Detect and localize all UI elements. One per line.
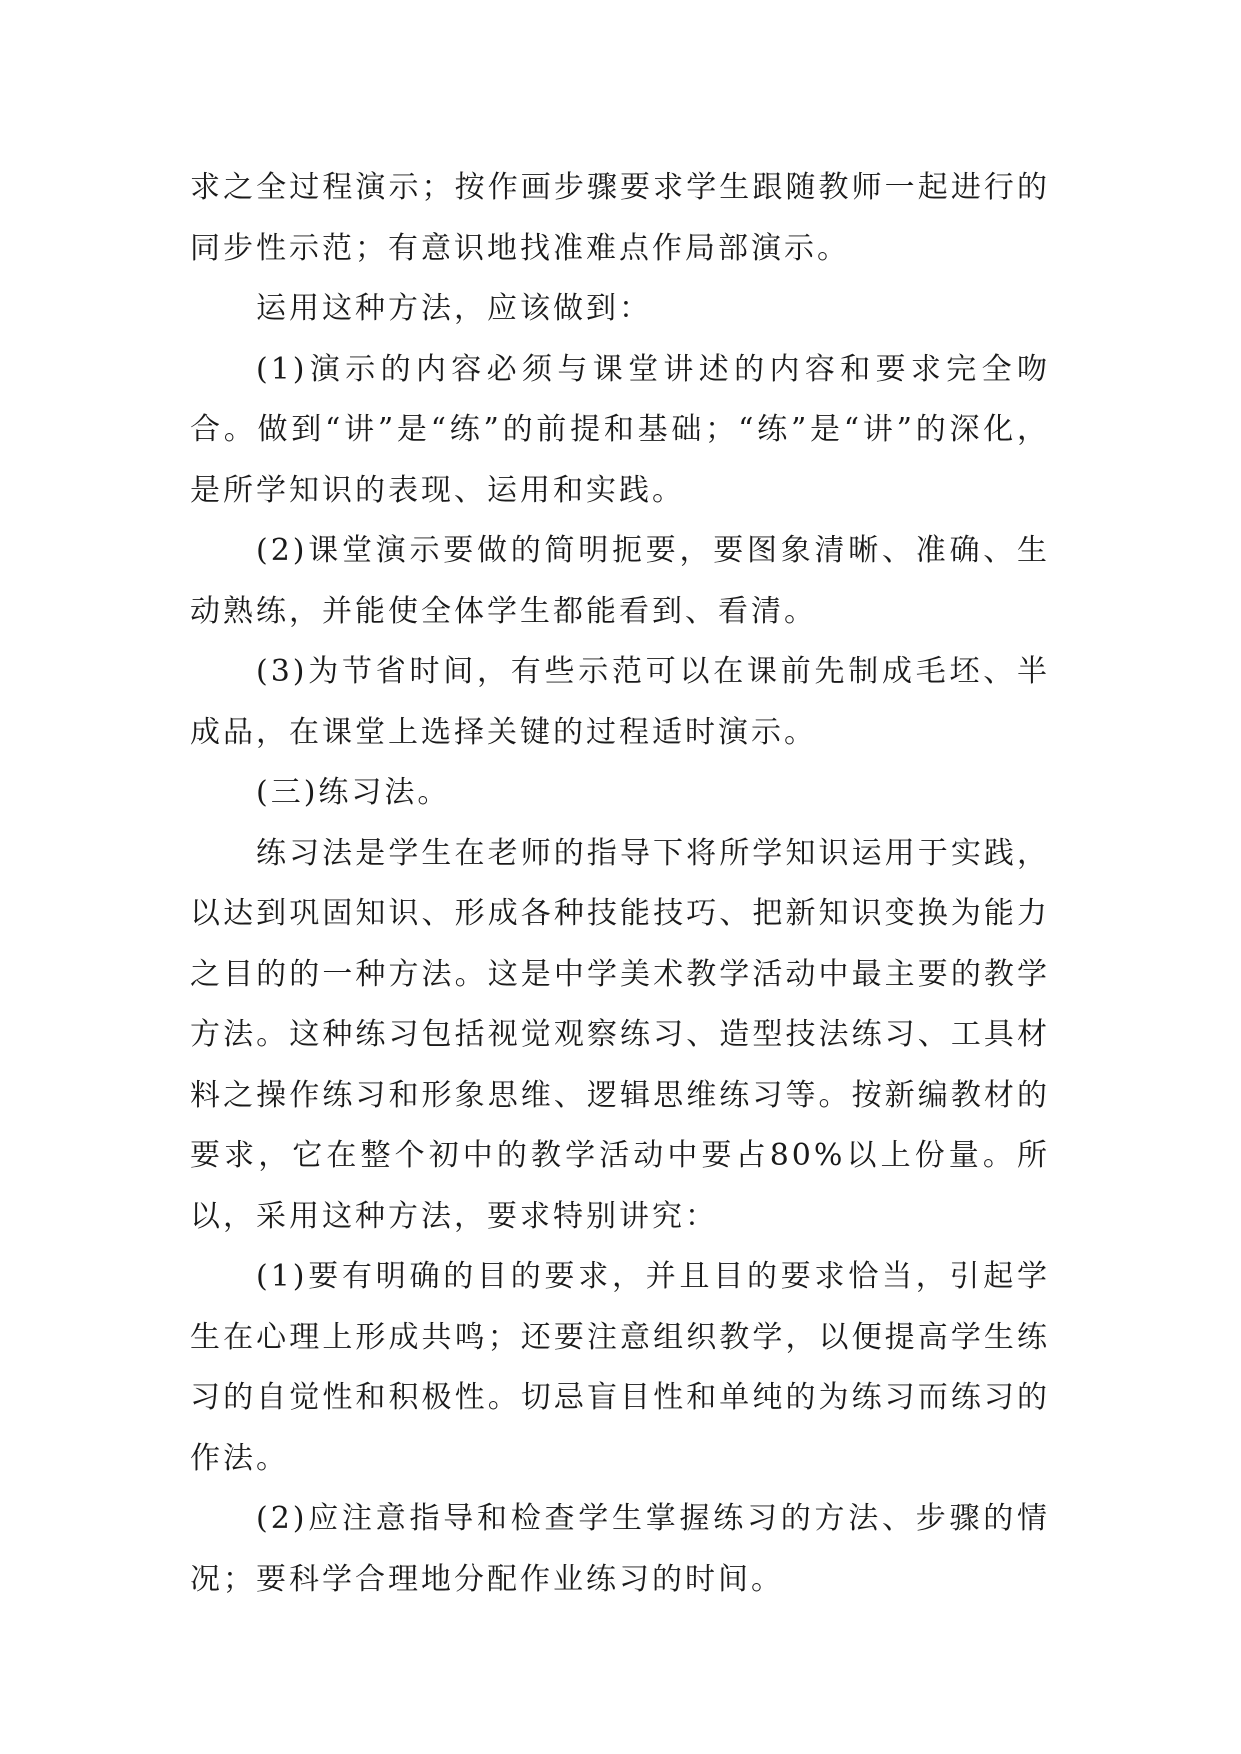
paragraph-demo-point-3: (3)为节省时间，有些示范可以在课前先制成毛坯、半成品，在课堂上选择关键的过程适时演示。 bbox=[190, 654, 1050, 750]
paragraph-demo-point-1: (1)演示的内容必须与课堂讲述的内容和要求完全吻合。做到“讲”是“练”的前提和基础；“练”是“讲”的深化，是所学知识的表现、运用和实践。 bbox=[190, 351, 1050, 508]
paragraph-continuation: 求之全过程演示；按作画步骤要求学生跟随教师一起进行的同步性示范；有意识地找准难点作局部演示。 bbox=[190, 170, 1050, 266]
document-body bbox=[190, 158, 1050, 1610]
paragraph-demo-point-2: (2)课堂演示要做的简明扼要，要图象清晰、准确、生动熟练，并能使全体学生都能看到、看清。 bbox=[190, 533, 1050, 629]
paragraph-practice-point-2: (2)应注意指导和检查学生掌握练习的方法、步骤的情况；要科学合理地分配作业练习的时间。 bbox=[190, 1501, 1050, 1597]
section-heading-practice: (三)练习法。 bbox=[256, 775, 451, 810]
paragraph-practice-description: 练习法是学生在老师的指导下将所学知识运用于实践，以达到巩固知识、形成各种技能技巧、把新知识变换为能力之目的的一种方法。这是中学美术教学活动中最主要的教学方法。这种练习包括视觉观察练习、造型技法练习、工具材料之操作练习和形象思维、逻辑思维练习等。按新编教材的要求，它在整个初中的教学活动中要占80%以上份量。所以，采用这种方法，要求特别讲究： bbox=[190, 835, 1050, 1234]
paragraph-practice-point-1: (1)要有明确的目的要求，并且目的要求恰当，引起学生在心理上形成共鸣；还要注意组织教学，以便提高学生练习的自觉性和积极性。切忌盲目性和单纯的为练习而练习的作法。 bbox=[190, 1259, 1050, 1476]
paragraph-method-intro: 运用这种方法，应该做到： bbox=[256, 291, 652, 326]
